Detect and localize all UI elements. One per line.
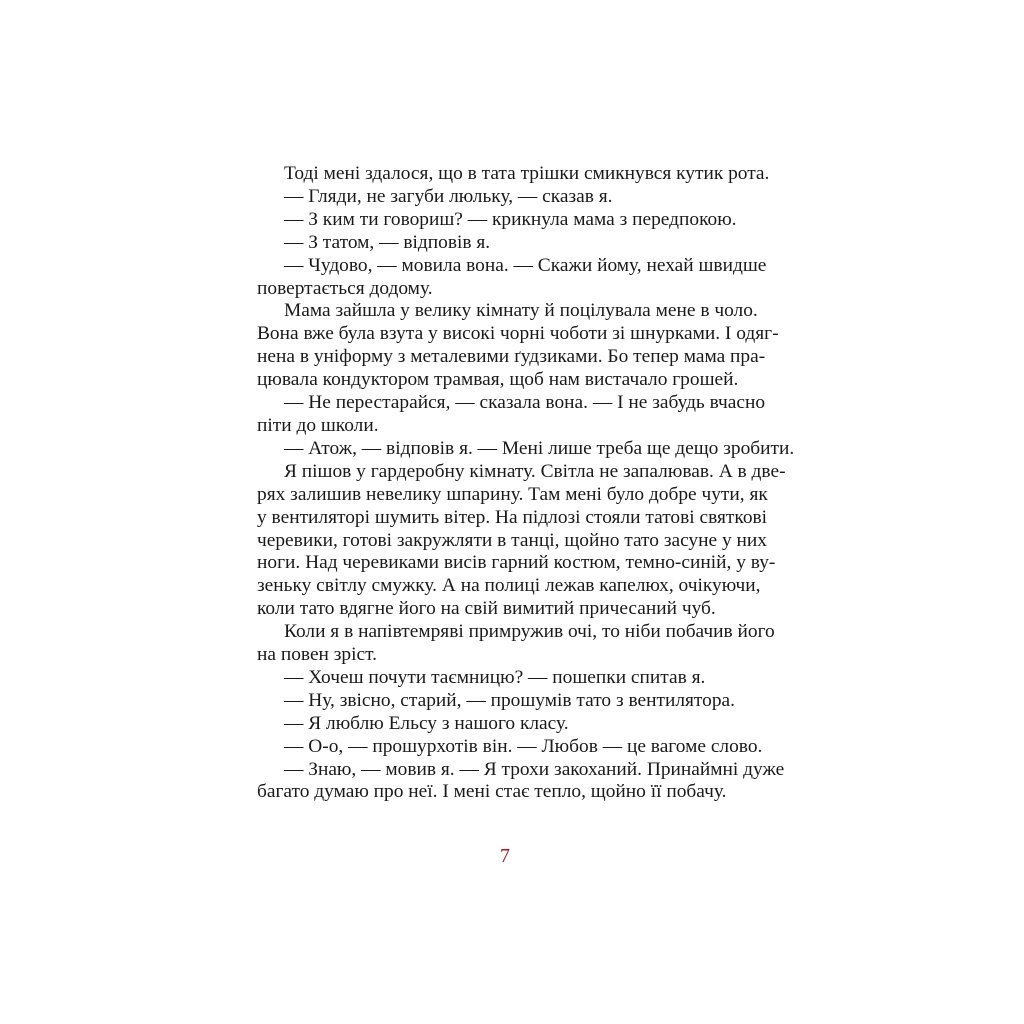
text-line: Я пішов у гардеробну кімнату. Світла не запалював. А в две- <box>284 460 786 482</box>
text-line: — Не перестарайся, — сказала вона. — І не забудь вчасно <box>284 392 766 414</box>
text-line: — Чудово, — мовила вона. — Скажи йому, нехай швидше <box>284 254 767 276</box>
body-text <box>257 163 795 804</box>
text-line: рях залишив невелику шпарину. Там мені було добре чути, як <box>257 483 768 505</box>
text-line: піти до школи. <box>257 414 379 436</box>
text-line: — Атож, — відповів я. — Мені лише треба ще дещо зробити. <box>284 437 795 459</box>
text-line: — Знаю, — мовив я. — Я трохи закоханий. Принаймні дуже <box>284 758 785 780</box>
text-line: — Гляди, не загуби люльку, — сказав я. <box>284 185 613 207</box>
text-line: — Я люблю Ельсу з нашого класу. <box>284 712 569 734</box>
text-line: багато думаю про неї. І мені стає тепло, щойно її побачу. <box>257 781 727 803</box>
text-line: на повен зріст. <box>257 644 377 666</box>
text-line: — О-о, — прошурхотів він. — Любов — це вагоме слово. <box>284 735 763 757</box>
text-line: Мама зайшла у велику кімнату й поцілувала мене в чоло. <box>284 300 758 322</box>
text-line: — З ким ти говориш? — крикнула мама з передпокою. <box>284 208 737 230</box>
text-line: — З татом, — відповів я. <box>284 231 491 253</box>
text-line: ноги. Над черевиками висів гарний костюм, темно-синій, у ву- <box>257 552 776 574</box>
text-line: Вона вже була взута у високі чорні чоботи зі шнурками. І одяг- <box>257 323 779 345</box>
text-line: зеньку світлу смужку. А на полиці лежав капелюх, очікуючи, <box>257 575 761 597</box>
text-line: нена в уніформу з металевими ґудзиками. Бо тепер мама пра- <box>257 346 766 368</box>
text-line: коли тато вдягне його на свій вимитий причесаний чуб. <box>257 598 716 620</box>
text-line: Тоді мені здалося, що в тата трішки смикнувся кутик рота. <box>284 163 770 184</box>
text-line: черевики, готові закружляти в танці, щойно тато засуне у них <box>257 529 767 551</box>
page-number: 7 <box>500 845 510 867</box>
text-line: — Хочеш почути таємницю? — пошепки спитав я. <box>284 666 706 688</box>
text-line: цювала кондуктором трамвая, щоб нам вистачало грошей. <box>257 369 739 391</box>
text-line: — Ну, звісно, старий, — прошумів тато з вентилятора. <box>284 689 735 711</box>
text-line: у вентиляторі шумить вітер. На підлозі стояли татові святкові <box>257 506 768 528</box>
text-line: повертається додому. <box>257 277 433 299</box>
text-line: Коли я в напівтемряві примружив очі, то ніби побачив його <box>284 621 775 643</box>
